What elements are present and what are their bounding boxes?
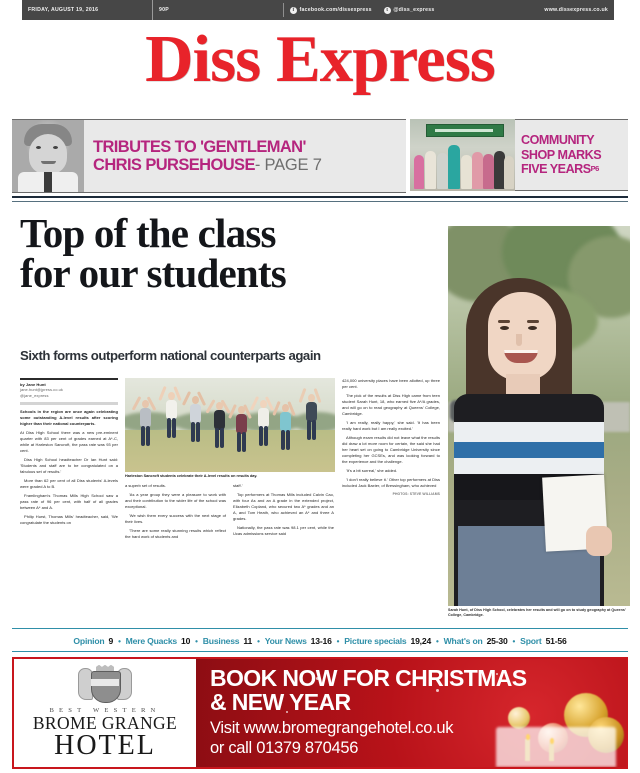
- paragraph: Framlingham's Thomas Mills High School saw a pass rate of 96 per cent, with half of all grades between A* and A.: [20, 492, 118, 510]
- promo-strip: [12, 119, 628, 191]
- advert-headline-2: & NEW YEAR: [210, 688, 351, 715]
- topbar-right-spacer: [614, 0, 640, 20]
- masthead: [0, 20, 640, 98]
- index-item-mere-quacks[interactable]: Mere Quacks: [125, 636, 177, 646]
- article-column-4: [342, 378, 440, 626]
- crest-icon: [77, 666, 133, 706]
- paragraph: At Diss High School there was a new pre-eminent quarter with 83 per cent of grades earned at A*-C, while at Harleston Sancroft, the pass rate was 93 per cent.: [20, 429, 118, 453]
- byline-rule: [20, 378, 118, 380]
- lead-story-photo: [448, 226, 630, 606]
- advert-headline-1: BOOK NOW FOR CHRISTMAS: [210, 665, 527, 691]
- community-shop-text: [515, 119, 628, 191]
- article-column-1: [20, 378, 118, 626]
- paragraph: 'I don't really believe it.' Other top performers at Diss included Jack Baxter, of Bressingham, who achieved: [342, 477, 440, 488]
- index-pages-whats-on: 25-30: [486, 636, 508, 646]
- paragraph: Schools in the region are once again celebrating some outstanding A-level results after scoring higher than their national counterparts.: [20, 408, 118, 426]
- index-separator: •: [257, 636, 260, 646]
- byline-name: by Jane Hunt: [20, 381, 46, 387]
- twitter-icon: t: [384, 7, 391, 14]
- page-title: [20, 210, 440, 296]
- advert-banner[interactable]: [196, 659, 626, 767]
- advert-website[interactable]: Visit www.bromegrangehotel.co.uk: [210, 718, 454, 737]
- header-rule-thin: [12, 201, 628, 202]
- index-item-picture-specials[interactable]: Picture specials: [344, 636, 407, 646]
- index-pages-opinion: 9: [108, 636, 114, 646]
- headline-line1: Top of the class: [20, 210, 276, 256]
- paragraph: 'There are some really stunning results which reflect the hard work of students and: [125, 528, 226, 540]
- promo-tribute[interactable]: [12, 119, 406, 193]
- article-column-2: [125, 483, 226, 543]
- paragraph: The pick of the results at Diss High came from teen student Sarah Hunt, 18, who earned five A*/A grades, and will go on to read geography at Queens' College, Cambridge.: [342, 393, 440, 416]
- tribute-line2: CHRIS PURSEHOUSE: [93, 156, 255, 174]
- index-item-your-news[interactable]: Your News: [264, 636, 307, 646]
- index-separator: •: [195, 636, 198, 646]
- paragraph: a superb set of results.: [125, 483, 166, 489]
- index-item-sport[interactable]: Sport: [520, 636, 542, 646]
- paragraph: Diss High School headteacher Dr Ian Hunt said: 'Students and staff are to be congratulated on a fabulous set of results.': [20, 456, 118, 474]
- community-page-ref: P6: [590, 164, 599, 174]
- paragraph: More than 62 per cent of all Diss students' A-levels were graded A to B.: [20, 477, 118, 489]
- index-pages-picture-specials: 19,24: [410, 636, 432, 646]
- tribute-text: [84, 120, 406, 192]
- students-jumping-photo: [125, 378, 335, 472]
- top-info-bar: [0, 0, 640, 20]
- index-separator: •: [436, 636, 439, 646]
- topbar-left-spacer: [0, 0, 22, 20]
- paragraph: Philip Hurst, Thomas Mills' headteacher, said, 'We congratulate the students on: [20, 513, 118, 525]
- paragraph: Top performers at Thomas Mills included Calvin Cao, with four As and an A grade in the extended project, Elizabeth Copland, who secured two A* grades and an A, and Tom Heath, who achieved an A* and three A grades.: [233, 492, 334, 522]
- byline-email: jane.hunt@jpress.co.uk: [20, 387, 63, 393]
- index-pages-mere-quacks: 10: [180, 636, 191, 646]
- subdeck: Sixth forms outperform national counterparts again: [20, 348, 321, 363]
- advert-phone[interactable]: or call 01379 870456: [210, 738, 359, 757]
- tribute-line1: TRIBUTES TO 'GENTLEMAN': [93, 137, 306, 156]
- hotel-name: BROME GRANGE: [32, 712, 178, 733]
- best-western-label: BEST WESTERN: [49, 706, 161, 714]
- facebook-link[interactable]: [284, 0, 378, 20]
- website-link[interactable]: www.dissexpress.co.uk: [544, 7, 608, 13]
- paragraph: 'I am really, really happy,' she said. 'It has been really hard work but I am really excited.': [342, 420, 440, 431]
- index-separator: •: [118, 636, 121, 646]
- index-separator: •: [512, 636, 516, 646]
- paragraph: 424,000 university places have been allotted, up three per cent.: [342, 378, 440, 389]
- index-pages-your-news: 13-16: [310, 636, 332, 646]
- cover-price: 90P: [152, 0, 283, 20]
- community-shop-photo: [410, 119, 515, 191]
- paragraph: 'It's a bit surreal,' she added.: [346, 468, 398, 473]
- publication-date: FRIDAY, AUGUST 19, 2016: [28, 7, 99, 13]
- index-pages-business: 11: [243, 636, 253, 646]
- paragraph: Nationally, the pass rate was 98.1 per cent, while the Ucas admissions service said: [233, 525, 334, 537]
- advert-copy: [210, 667, 526, 758]
- twitter-link[interactable]: [378, 0, 441, 20]
- index-separator: •: [336, 636, 340, 646]
- byline-twitter: @jane_express: [20, 393, 49, 399]
- byline: [20, 382, 118, 399]
- article-column-2-3: [125, 378, 335, 626]
- headline-line2: for our students: [20, 249, 286, 296]
- index-rule-bottom: [12, 651, 628, 652]
- masthead-title: Diss Express: [145, 21, 495, 96]
- index-item-whats-on[interactable]: What's on: [443, 636, 483, 646]
- paragraph: 'As a year group they were a pleasure to work with and their contribution to the wider life of the school was exceptional.: [125, 492, 226, 510]
- jump-photo-caption: Harleston Sancroft students celebrate their A-level results on results day.: [125, 474, 258, 478]
- tribute-page-ref: - PAGE 7: [254, 156, 322, 174]
- contents-index-bar: [12, 632, 628, 650]
- shop-sign: [426, 124, 504, 137]
- community-line1: COMMUNITY: [521, 133, 595, 148]
- facebook-icon: f: [290, 7, 297, 14]
- hotel-logo: [14, 659, 196, 767]
- photo-credit: PHOTOS: STEVE WILLIAMS: [392, 492, 440, 496]
- facebook-label: facebook.com/dissexpress: [299, 7, 372, 13]
- promo-community-shop[interactable]: [410, 119, 628, 191]
- article-column-3: [233, 483, 334, 543]
- index-pages-sport: 51-56: [545, 636, 567, 646]
- index-rule-top: [12, 628, 628, 629]
- index-item-opinion[interactable]: Opinion: [73, 636, 105, 646]
- paragraph: Although exam results did not leave what the results did draw a lot more room for certain, the said she had her heart set on going to Cambridge University since completing her GCSEs, and was looking forward to the experience and the challenge.: [342, 435, 440, 464]
- byline-rule-secondary: [20, 402, 118, 405]
- hotel-type: HOTEL: [54, 730, 156, 762]
- bottom-advertisement[interactable]: [12, 657, 628, 769]
- community-line3: FIVE YEARS: [521, 162, 591, 177]
- community-line2: SHOP MARKS: [521, 147, 602, 162]
- tribute-portrait-photo: [12, 120, 84, 192]
- article-body: [20, 378, 440, 626]
- paragraph: 'We wish them every success with the next stage of their lives.: [125, 513, 226, 525]
- header-rule-thick: [12, 196, 628, 198]
- paragraph: staff.': [233, 483, 243, 489]
- twitter-label: @diss_express: [393, 7, 435, 13]
- index-item-business[interactable]: Business: [202, 636, 240, 646]
- lead-photo-caption: Sarah Hunt, of Diss High School, celebrates her results and will go on to study geography at Queens' College, Cambridge.: [448, 608, 626, 618]
